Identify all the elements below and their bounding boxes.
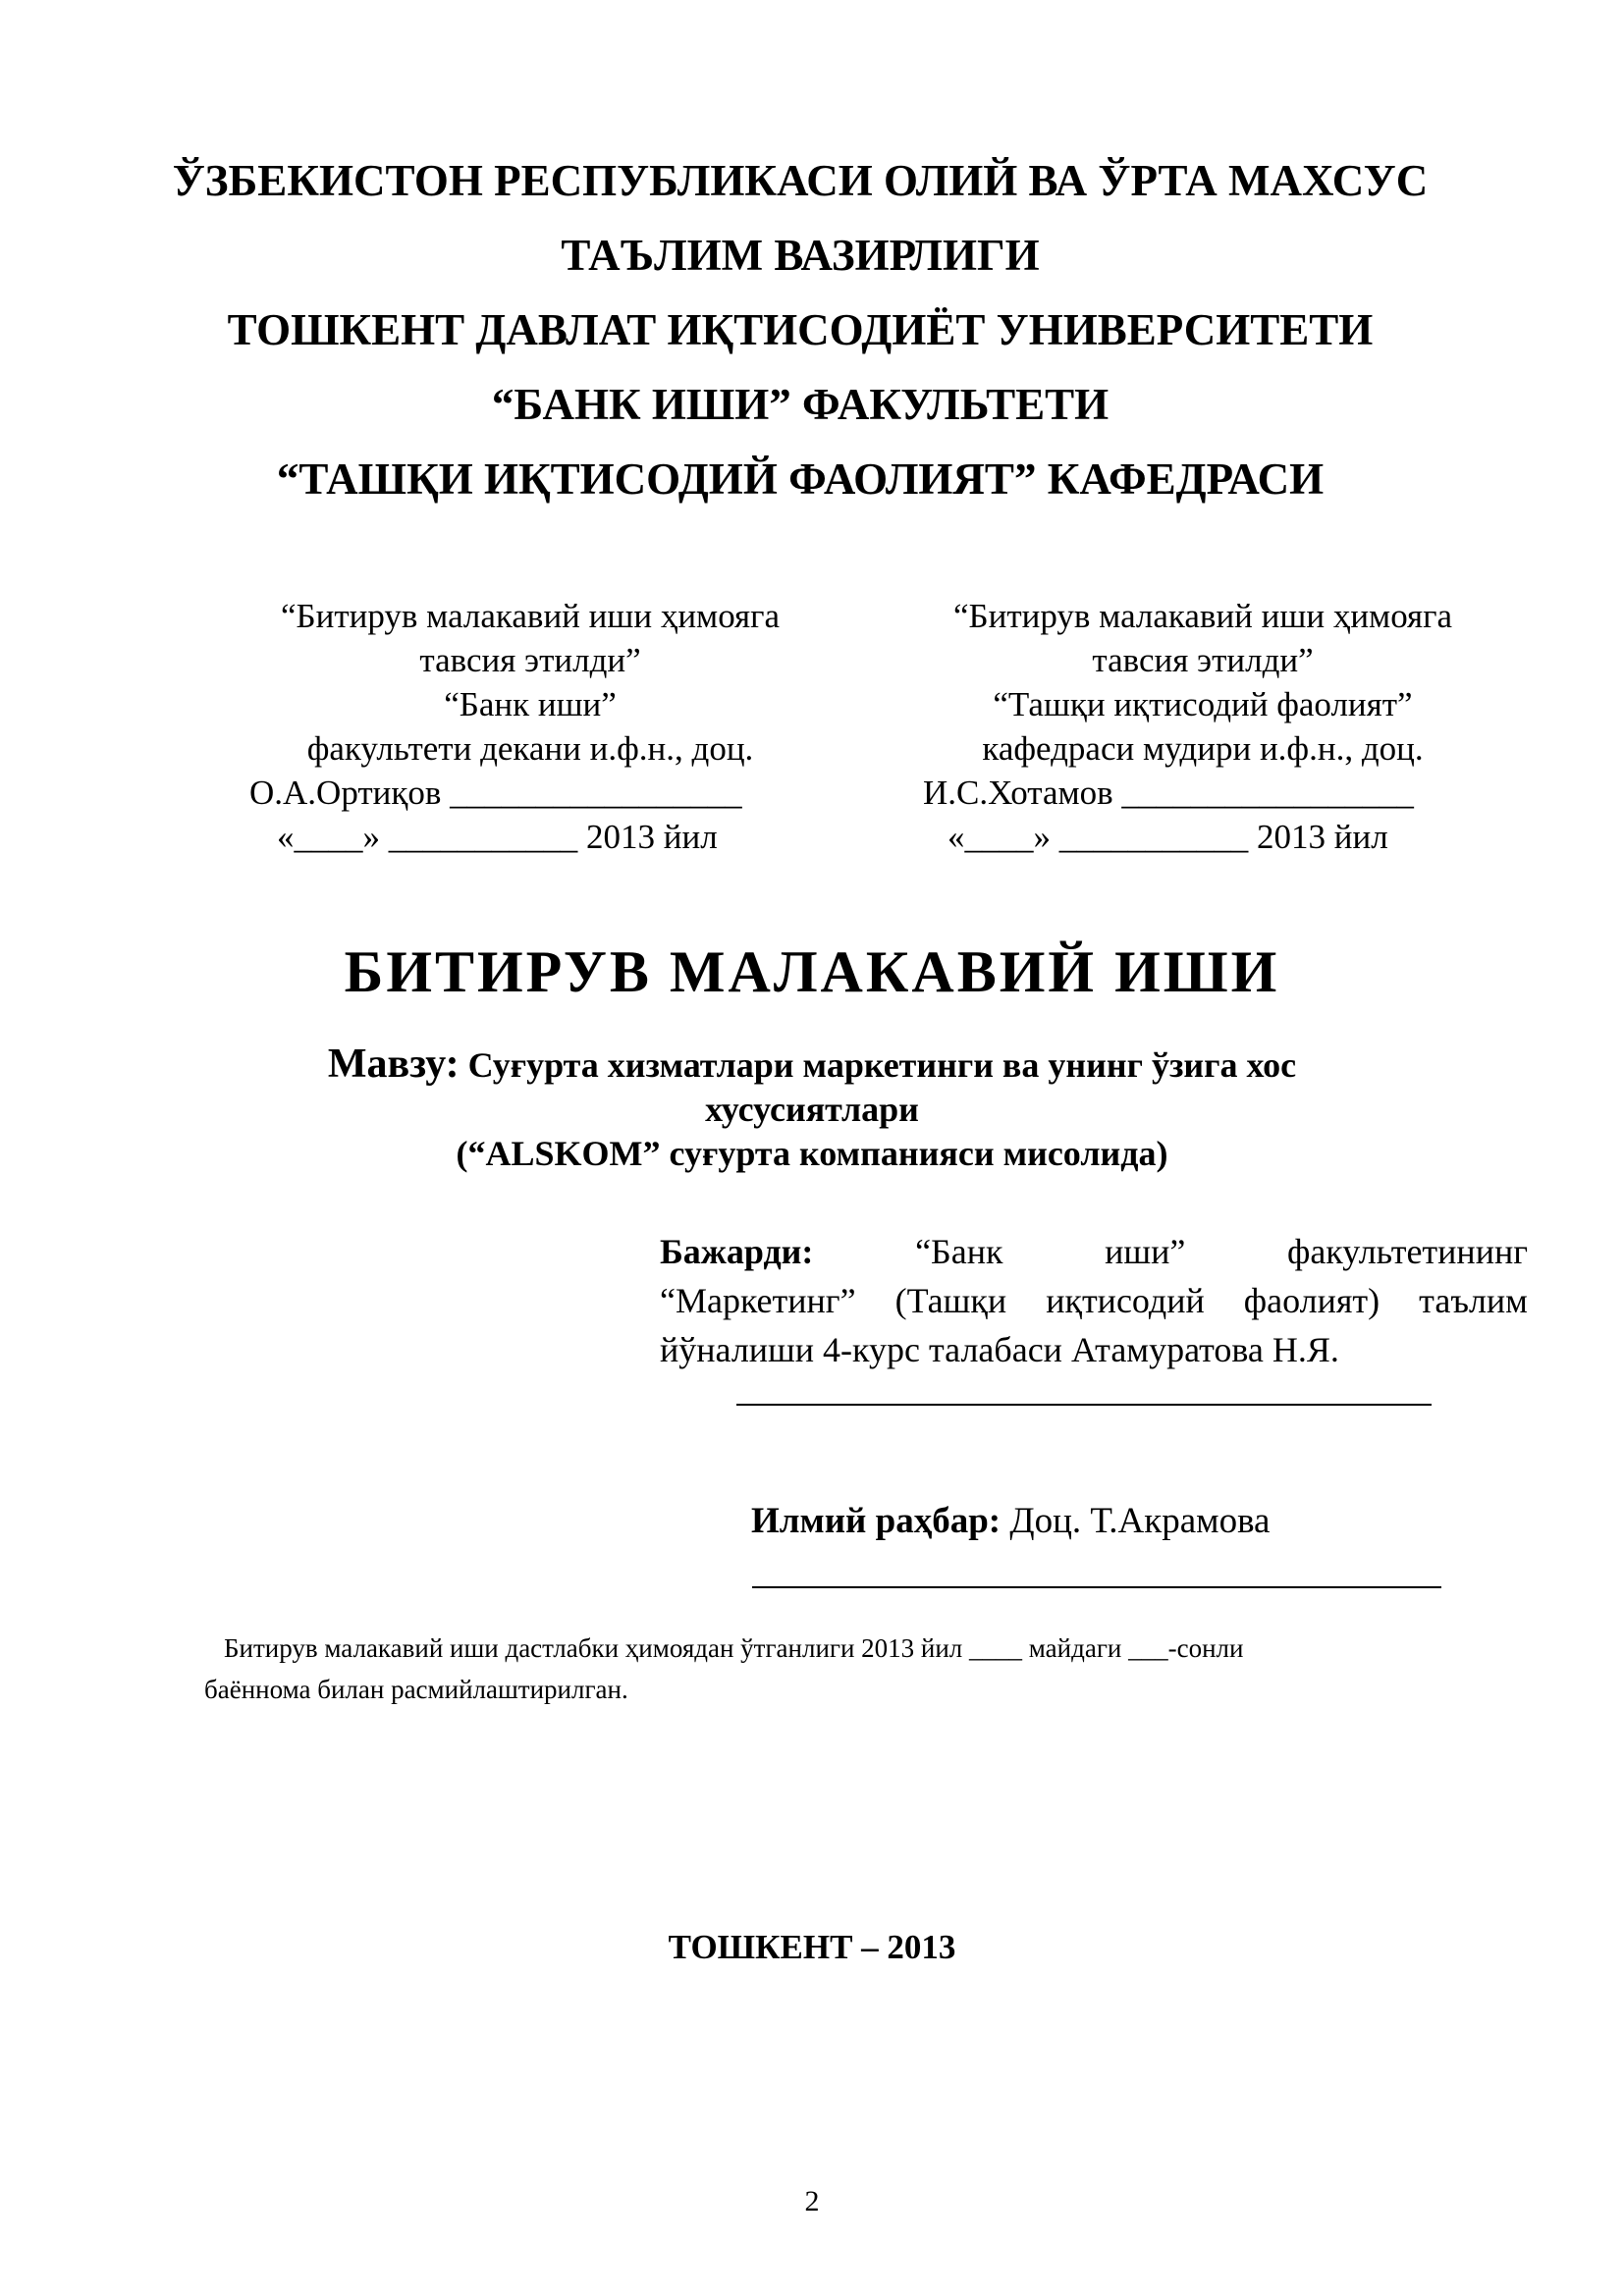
- topic-text: Суғурта хизматлари маркетинги ва унинг ўзига хос: [467, 1045, 1297, 1085]
- performed-by-word: факультетининг: [1287, 1232, 1528, 1271]
- performed-by-word: (Ташқи: [894, 1281, 1007, 1320]
- city-year: ТОШКЕНТ – 2013: [668, 1928, 956, 1966]
- approval-dean: [216, 594, 844, 859]
- approval-head-signature: И.С.Хотамов _________________: [923, 774, 1414, 812]
- scientific-advisor: [751, 1500, 1270, 1542]
- approval-dean-line: тавсия этилди”: [419, 641, 641, 679]
- approval-dean-date: «____» ___________ 2013 йил: [277, 818, 718, 856]
- approval-dean-line: “Битирув малакавий иши ҳимояга: [280, 597, 781, 635]
- topic-text-line3: (“ALSKOM” суғурта компанияси мисолида): [456, 1134, 1168, 1173]
- approval-head: [889, 594, 1517, 859]
- performed-by-line3: йўналиши 4-курс талабаси Атамуратова Н.Я.: [660, 1330, 1339, 1369]
- approval-dean-line: “Банк иши”: [444, 685, 617, 723]
- header-ministry-line2: ТАЪЛИМ ВАЗИРЛИГИ: [561, 231, 1040, 280]
- performed-by-word: иқтисодий: [1046, 1281, 1205, 1320]
- performed-by-word: фаолият): [1243, 1281, 1380, 1320]
- approval-head-line: “Ташқи иқтисодий фаолият”: [993, 685, 1413, 723]
- document-title: БИТИРУВ МАЛАКАВИЙ ИШИ: [344, 939, 1280, 1004]
- performed-by: [660, 1227, 1528, 1374]
- approval-head-date: «____» ___________ 2013 йил: [947, 818, 1388, 856]
- protocol-note: [204, 1628, 1244, 1710]
- performed-by-word: “Маркетинг”: [660, 1281, 856, 1320]
- topic-line: [0, 1042, 1624, 1088]
- performed-by-word: таълим: [1419, 1281, 1528, 1320]
- approval-head-line: кафедраси мудири и.ф.н., доц.: [982, 729, 1424, 768]
- header-department: “ТАШҚИ ИҚТИСОДИЙ ФАОЛИЯТ” КАФЕДРАСИ: [276, 454, 1325, 504]
- advisor-label: Илмий раҳбар:: [751, 1501, 1001, 1541]
- performed-by-word: иши”: [1105, 1232, 1186, 1271]
- advisor-name: Доц. Т.Акрамова: [1009, 1501, 1271, 1541]
- approval-dean-line: факультети декани и.ф.н., доц.: [306, 729, 754, 768]
- performed-by-line1: [660, 1227, 1528, 1276]
- topic: [0, 1042, 1624, 1176]
- advisor-signature-line: [752, 1586, 1441, 1588]
- topic-text-line2: хусусиятлари: [705, 1090, 919, 1129]
- protocol-note-line1: Битирув малакавий иши дастлабки ҳимоядан ўтганлиги 2013 йил ____ майдаги ___-сонли: [224, 1633, 1244, 1663]
- performed-by-label: Бажарди:: [660, 1232, 814, 1271]
- approval-head-line: “Битирув малакавий иши ҳимояга: [952, 597, 1453, 635]
- performed-by-word: “Банк: [915, 1232, 1003, 1271]
- header-ministry-line1: ЎЗБЕКИСТОН РЕСПУБЛИКАСИ ОЛИЙ ВА ЎРТА МАХСУС: [172, 156, 1429, 205]
- student-signature-line: [736, 1404, 1432, 1406]
- header-university: ТОШКЕНТ ДАВЛАТ ИҚТИСОДИЁТ УНИВЕРСИТЕТИ: [227, 305, 1374, 354]
- protocol-note-line2: баённома билан расмийлаштирилган.: [204, 1675, 628, 1704]
- performed-by-line2: [660, 1276, 1528, 1325]
- approval-dean-signature: О.А.Ортиқов _________________: [249, 774, 742, 812]
- header-faculty: “БАНК ИШИ” ФАКУЛЬТЕТИ: [491, 380, 1110, 429]
- page-number: 2: [804, 2185, 820, 2217]
- topic-label: Мавзу:: [327, 1041, 460, 1087]
- approval-head-line: тавсия этилди”: [1092, 641, 1314, 679]
